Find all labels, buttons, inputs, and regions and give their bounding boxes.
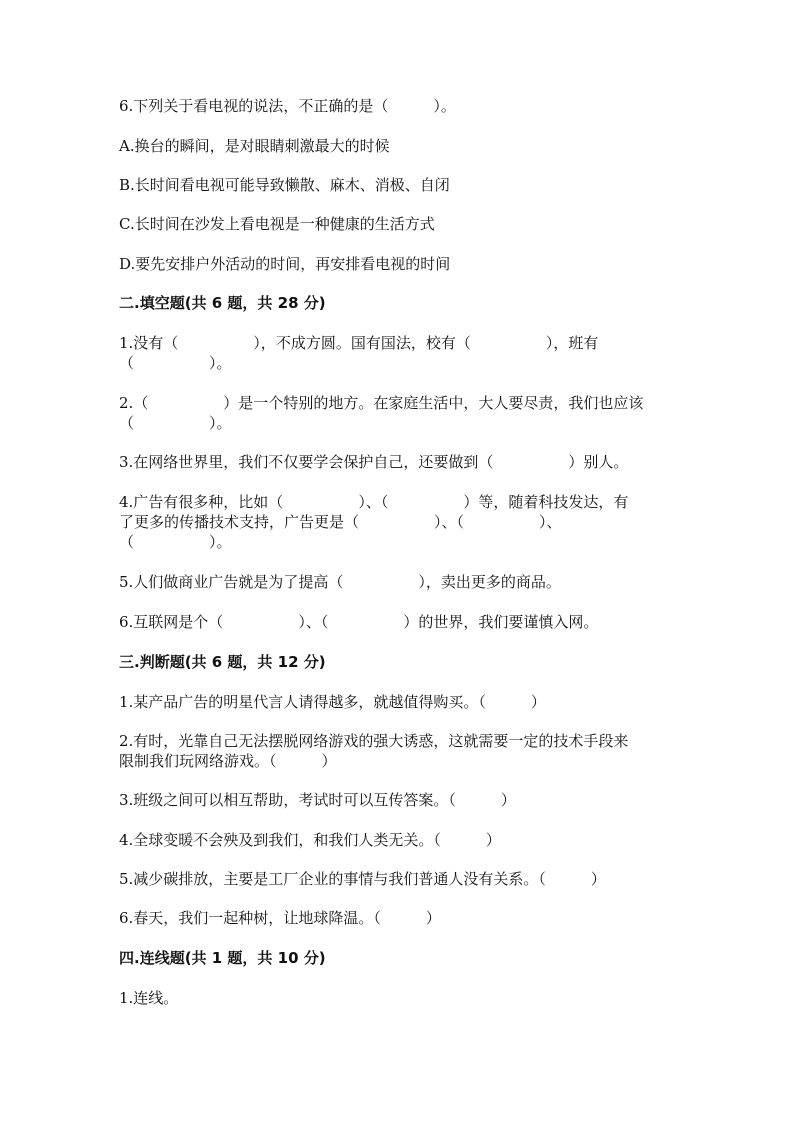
match-q1: 1.连线。 (119, 989, 179, 1007)
fill-q2-line2: （ ）。 (119, 414, 232, 432)
q6-option-a: A.换台的瞬间，是对眼睛刺激最大的时候 (119, 137, 390, 155)
fill-section-heading: 二.填空题(共 6 题，共 28 分) (119, 294, 326, 312)
q6-option-b: B.长时间看电视可能导致懒散、麻木、消极、自闭 (119, 176, 450, 194)
judge-q1: 1.某产品广告的明星代言人请得越多，就越值得购买。（ ） (119, 693, 546, 711)
fill-q3: 3.在网络世界里，我们不仅要学会保护自己，还要做到（ ）别人。 (119, 453, 629, 471)
fill-q4-line3: （ ）。 (119, 533, 232, 551)
judge-q4: 4.全球变暖不会殃及到我们，和我们人类无关。（ ） (119, 831, 501, 849)
judge-q2-line2: 限制我们玩网络游戏。（ ） (119, 752, 337, 770)
fill-q1-line1: 1.没有（ ），不成方圆。国有国法，校有（ ），班有 (119, 334, 599, 352)
judge-q5: 5.减少碳排放，主要是工厂企业的事情与我们普通人没有关系。（ ） (119, 870, 606, 888)
judge-q3: 3.班级之间可以相互帮助，考试时可以互传答案。（ ） (119, 791, 516, 809)
fill-q1-line2: （ ）。 (119, 354, 232, 372)
q6-option-c: C.长时间在沙发上看电视是一种健康的生活方式 (119, 215, 435, 233)
fill-q5: 5.人们做商业广告就是为了提高（ ），卖出更多的商品。 (119, 573, 561, 591)
fill-q2-line1: 2.（ ）是一个特别的地方。在家庭生活中，大人要尽责，我们也应该 (119, 394, 644, 412)
q6-option-d: D.要先安排户外活动的时间，再安排看电视的时间 (119, 255, 451, 273)
q6-stem: 6.下列关于看电视的说法，不正确的是（ ）。 (119, 97, 456, 115)
match-section-heading: 四.连线题(共 1 题，共 10 分) (119, 949, 326, 967)
fill-q4-line1: 4.广告有很多种，比如（ ）、（ ）等，随着科技发达，有 (119, 493, 629, 511)
judge-q6: 6.春天，我们一起种树，让地球降温。（ ） (119, 909, 441, 927)
fill-q6: 6.互联网是个（ ）、（ ）的世界，我们要谨慎入网。 (119, 613, 599, 631)
judge-q2-line1: 2.有时，光靠自己无法摆脱网络游戏的强大诱惑，这就需要一定的技术手段来 (119, 732, 629, 750)
fill-q4-line2: 了更多的传播技术支持，广告更是（ ）、（ ）、 (119, 513, 562, 531)
judge-section-heading: 三.判断题(共 6 题，共 12 分) (119, 653, 326, 671)
